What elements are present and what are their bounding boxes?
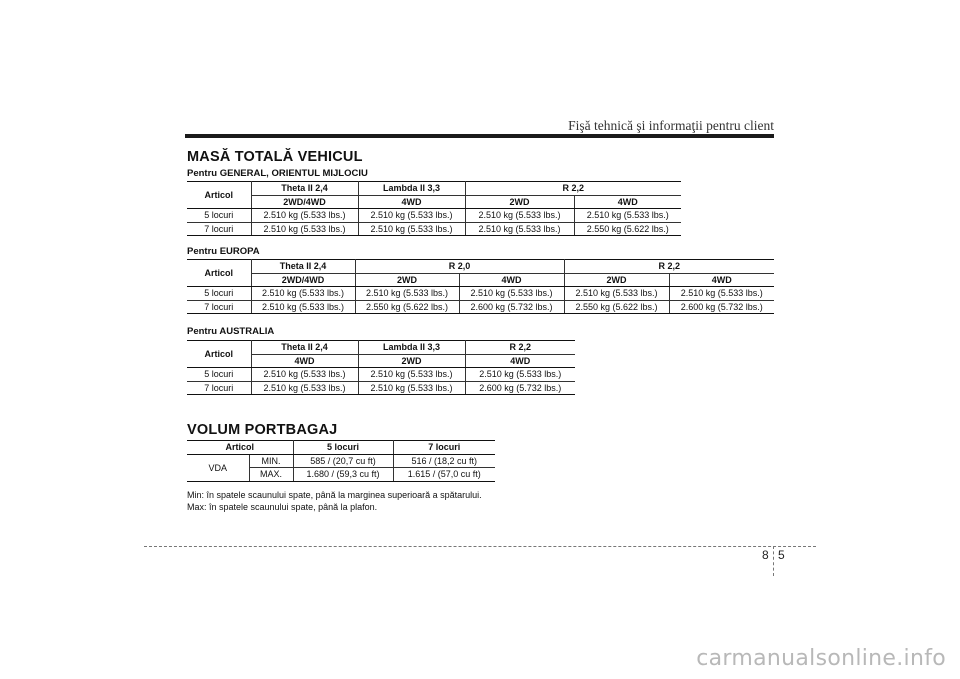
row-label: 7 locuri [187,381,251,395]
engine-header: Theta II 2,4 [251,182,358,196]
drive-header: 2WD [355,273,459,287]
column-header: 7 locuri [393,441,495,455]
table-cell: 2.510 kg (5.533 lbs.) [574,209,681,223]
europa-mass-table [187,259,774,314]
drive-header: 2WD [465,195,574,209]
engine-header: R 2,0 [355,260,564,274]
note-max: Max: în spatele scaunului spate, până la plafon. [187,502,378,512]
table-header-articol: Articol [187,441,293,455]
row-label: 5 locuri [187,209,251,223]
drive-header: 2WD/4WD [251,273,355,287]
table-cell: 2.510 kg (5.533 lbs.) [465,209,574,223]
table-header-articol: Articol [187,341,251,368]
table-cell: 2.600 kg (5.732 lbs.) [459,300,564,314]
table-row [187,222,681,236]
engine-header: R 2,2 [465,182,681,196]
row-label: MIN. [249,454,293,468]
table-cell: 516 / (18,2 cu ft) [393,454,495,468]
table-cell: 2.510 kg (5.533 lbs.) [358,381,465,395]
table-cell: 1.680 / (59,3 cu ft) [293,468,393,482]
table-cell: 2.510 kg (5.533 lbs.) [564,287,669,301]
table-cell: 2.600 kg (5.732 lbs.) [465,381,575,395]
table-cell: 2.510 kg (5.533 lbs.) [251,368,358,382]
table-cell: 2.510 kg (5.533 lbs.) [669,287,774,301]
footer-rule [144,546,816,547]
table-cell: 2.550 kg (5.622 lbs.) [355,300,459,314]
row-label: 5 locuri [187,368,251,382]
drive-header: 4WD [669,273,774,287]
general-mass-table [187,181,681,236]
table-cell: 1.615 / (57,0 cu ft) [393,468,495,482]
table-row [187,287,774,301]
australia-label: Pentru AUSTRALIA [187,326,275,337]
table-cell: 2.510 kg (5.533 lbs.) [459,287,564,301]
luggage-volume-table [187,440,495,482]
table-header-articol: Articol [187,182,251,209]
table-row [187,209,681,223]
table-cell: 2.510 kg (5.533 lbs.) [355,287,459,301]
row-label: 7 locuri [187,300,251,314]
drive-header: 2WD [564,273,669,287]
chapter-number: 8 [762,548,769,562]
engine-header: Lambda II 3,3 [358,341,465,355]
header-rule [185,134,774,138]
table-cell: 2.510 kg (5.533 lbs.) [251,300,355,314]
table-cell: 2.510 kg (5.533 lbs.) [251,287,355,301]
drive-header: 4WD [574,195,681,209]
table-cell: 2.510 kg (5.533 lbs.) [358,222,465,236]
general-label: Pentru GENERAL, ORIENTUL MIJLOCIU [187,168,368,179]
table-row [187,381,575,395]
footer-divider [773,546,774,576]
table-cell: 2.510 kg (5.533 lbs.) [465,222,574,236]
note-min: Min: în spatele scaunului spate, până la marginea superioară a spătarului. [187,490,482,500]
table-cell: 2.550 kg (5.622 lbs.) [564,300,669,314]
table-cell: 585 / (20,7 cu ft) [293,454,393,468]
table-cell: 2.600 kg (5.732 lbs.) [669,300,774,314]
drive-header: 4WD [251,354,358,368]
table-row [187,454,495,468]
australia-mass-table [187,340,575,395]
drive-header: 4WD [358,195,465,209]
table-cell: 2.550 kg (5.622 lbs.) [574,222,681,236]
europa-label: Pentru EUROPA [187,246,260,257]
engine-header: R 2,2 [564,260,774,274]
table-cell: 2.510 kg (5.533 lbs.) [251,381,358,395]
drive-header: 4WD [465,354,575,368]
table-cell: 2.510 kg (5.533 lbs.) [358,209,465,223]
page-number: 5 [778,548,785,562]
row-label: 5 locuri [187,287,251,301]
luggage-section-title: VOLUM PORTBAGAJ [187,422,338,438]
table-row [187,368,575,382]
row-group-label: VDA [187,454,249,481]
engine-header: Lambda II 3,3 [358,182,465,196]
engine-header: Theta II 2,4 [251,260,355,274]
column-header: 5 locuri [293,441,393,455]
table-row [187,300,774,314]
drive-header: 4WD [459,273,564,287]
drive-header: 2WD [358,354,465,368]
table-cell: 2.510 kg (5.533 lbs.) [251,209,358,223]
row-label: 7 locuri [187,222,251,236]
table-cell: 2.510 kg (5.533 lbs.) [358,368,465,382]
drive-header: 2WD/4WD [251,195,358,209]
mass-section-title: MASĂ TOTALĂ VEHICUL [187,149,363,165]
table-header-articol: Articol [187,260,251,287]
table-cell: 2.510 kg (5.533 lbs.) [251,222,358,236]
page-header-title: Fişă tehnică şi informaţii pentru client [568,118,774,133]
table-cell: 2.510 kg (5.533 lbs.) [465,368,575,382]
engine-header: R 2,2 [465,341,575,355]
engine-header: Theta II 2,4 [251,341,358,355]
watermark-text: carmanualsonline.info [696,646,946,671]
row-label: MAX. [249,468,293,482]
